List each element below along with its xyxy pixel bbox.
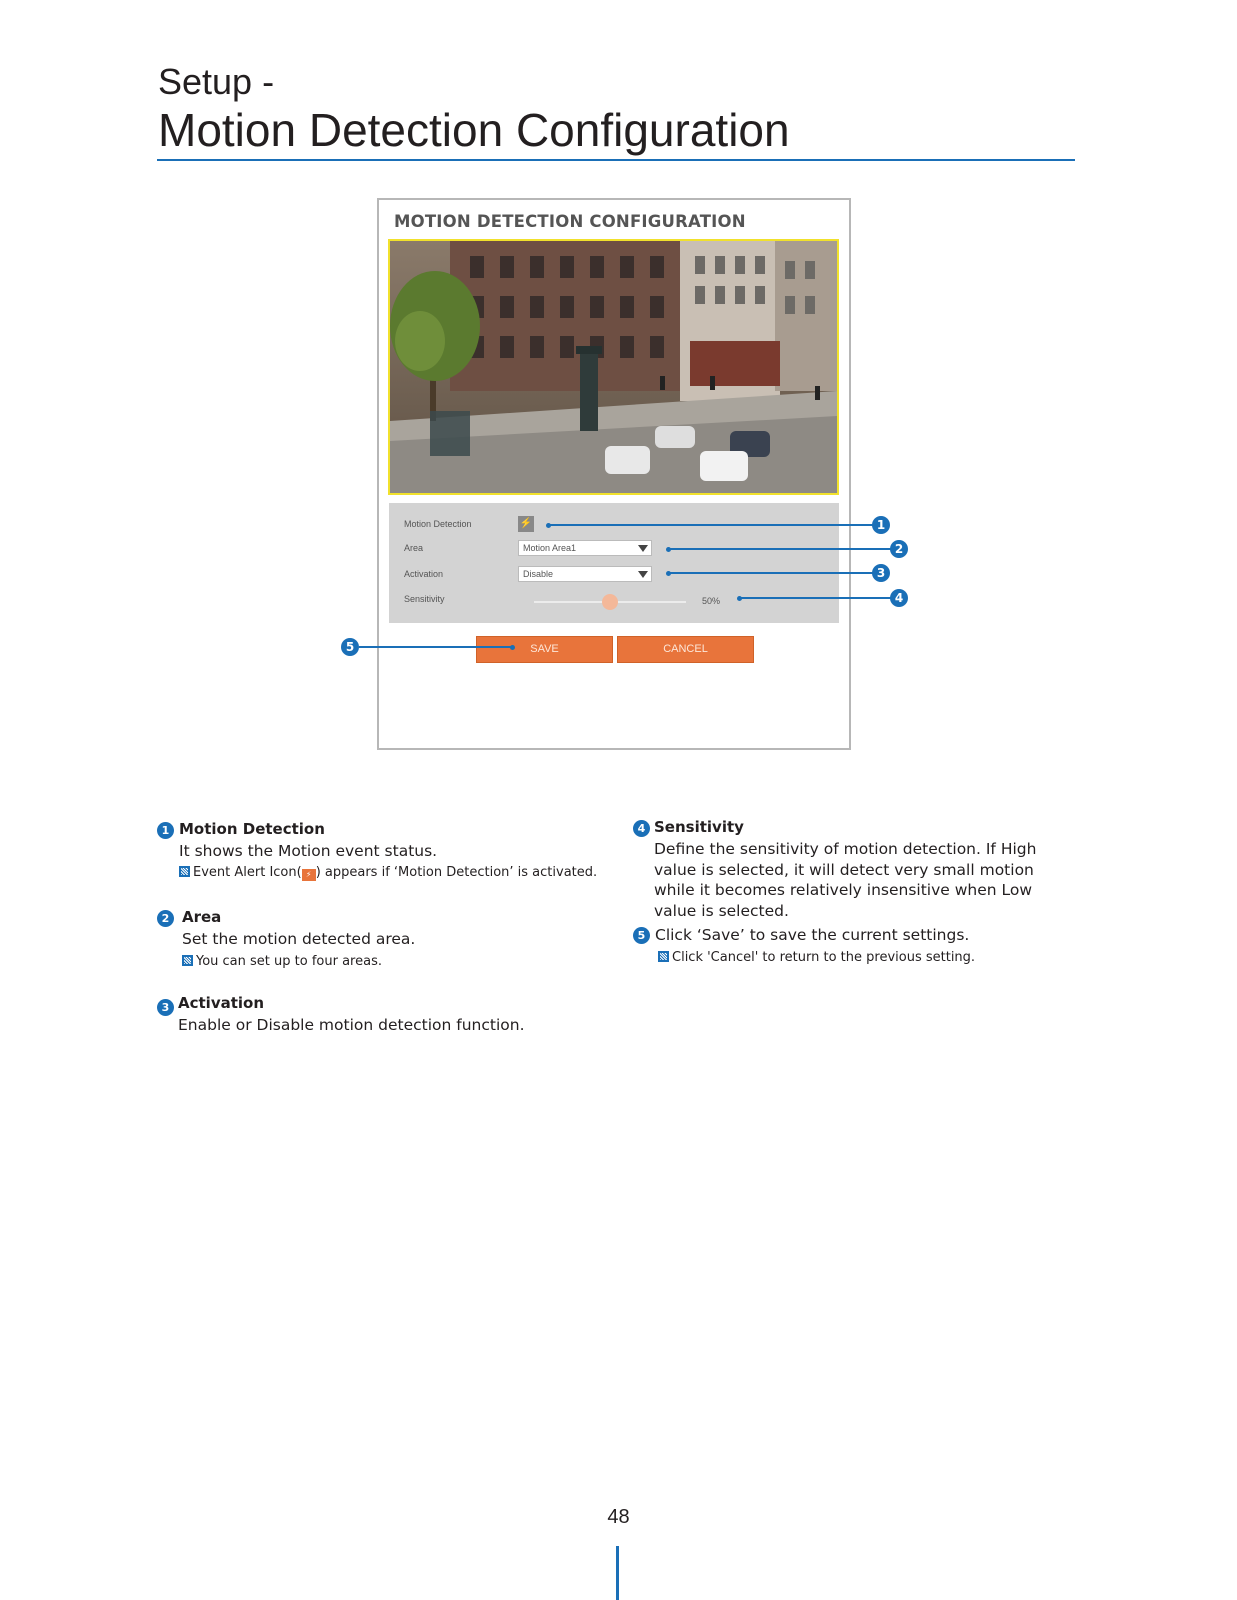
save-button[interactable]: SAVE — [476, 636, 613, 663]
desc-note: Event Alert Icon( ⚡ ) appears if ‘Motion Detection’ is activated. — [179, 865, 597, 881]
page-number: 48 — [607, 1506, 630, 1528]
callout-3-badge: 3 — [872, 564, 890, 582]
callout-3-line — [669, 572, 874, 574]
desc-note: Click 'Cancel' to return to the previous setting. — [658, 950, 975, 965]
desc-body: Enable or Disable motion detection function. — [178, 1016, 525, 1034]
desc-body: It shows the Motion event status. — [179, 842, 438, 860]
sensitivity-label: Sensitivity — [404, 594, 445, 604]
desc-note: You can set up to four areas. — [182, 954, 382, 969]
desc-heading: Sensitivity — [654, 818, 744, 836]
desc-badge: 2 — [157, 910, 174, 927]
note-icon — [182, 955, 193, 966]
callout-4-line — [740, 597, 892, 599]
cancel-button[interactable]: CANCEL — [617, 636, 754, 663]
desc-heading: Activation — [178, 994, 265, 1012]
chevron-down-icon — [638, 571, 648, 578]
desc-activation — [157, 994, 617, 1044]
desc-motion-detection — [157, 820, 617, 890]
section-label: Setup - — [158, 61, 275, 102]
activation-select[interactable] — [518, 566, 652, 582]
desc-badge: 1 — [157, 822, 174, 839]
screenshot-title: MOTION DETECTION CONFIGURATION — [394, 212, 746, 231]
event-alert-icon: ⚡ — [302, 869, 316, 881]
configuration-screenshot — [377, 198, 851, 750]
desc-badge: 4 — [633, 820, 650, 837]
motion-status-icon: ⚡ — [518, 516, 534, 532]
callout-4-badge: 4 — [890, 589, 908, 607]
area-select-value: Motion Area1 — [523, 543, 577, 553]
note-icon — [658, 951, 669, 962]
desc-area — [157, 908, 617, 978]
activation-select-value: Disable — [523, 569, 554, 579]
callout-2-line — [669, 548, 892, 550]
callout-5-line — [359, 646, 511, 648]
sensitivity-slider-knob[interactable] — [602, 594, 618, 610]
motion-detection-label: Motion Detection — [404, 519, 472, 529]
callout-1-line — [549, 524, 874, 526]
sensitivity-value: 50% — [702, 596, 721, 606]
desc-body: Define the sensitivity of motion detection. If High value is selected, it will detect very small motion while it becomes relatively insensitive when Low value is selected. — [654, 840, 1037, 920]
page-marker — [616, 1546, 619, 1600]
desc-heading: Motion Detection — [179, 820, 325, 838]
street-scene-image — [390, 241, 837, 493]
camera-video-view — [388, 239, 839, 495]
desc-heading: Area — [182, 908, 222, 926]
settings-panel — [389, 503, 839, 623]
chevron-down-icon — [638, 545, 648, 552]
area-select[interactable] — [518, 540, 652, 556]
desc-sensitivity — [633, 818, 1073, 920]
desc-badge: 5 — [633, 927, 650, 944]
area-label: Area — [404, 543, 424, 553]
activation-label: Activation — [404, 569, 444, 579]
desc-body: Click ‘Save’ to save the current settings. — [655, 926, 970, 944]
desc-save — [633, 925, 1073, 975]
desc-body: Set the motion detected area. — [182, 930, 416, 948]
desc-badge: 3 — [157, 999, 174, 1016]
callout-5-anchor — [510, 645, 515, 650]
callout-5-badge: 5 — [341, 638, 359, 656]
callout-2-badge: 2 — [890, 540, 908, 558]
callout-1-badge: 1 — [872, 516, 890, 534]
title-divider — [157, 159, 1075, 161]
page-title: Motion Detection Configuration — [158, 104, 790, 156]
note-icon — [179, 866, 190, 877]
